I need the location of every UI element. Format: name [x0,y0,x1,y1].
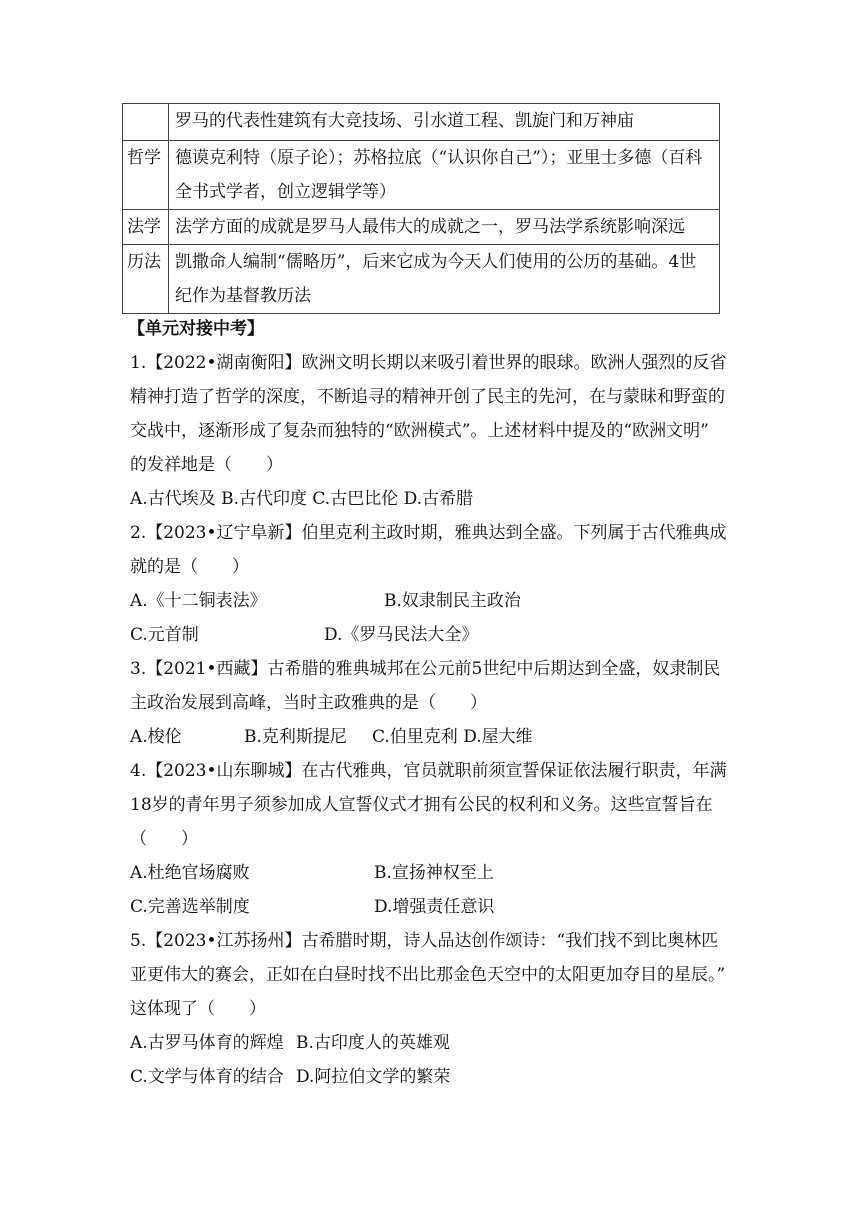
option-d: D.《罗马民法大全》 [324,625,479,645]
options-row [130,584,732,618]
option-d: D.增强责任意识 [374,897,495,917]
question-stem-line: 这体现了（ ） [130,999,266,1019]
table-content-cell: 法学方面的成就是罗马人最伟大的成就之一，罗马法学系统影响深远 [169,210,720,245]
option-text: A.古代埃及 B.古代印度 C.古巴比伦 D.古希腊 [130,489,474,509]
table-category-cell [123,104,169,141]
question-stem-line: 1.【2022•湖南衡阳】欧洲文明长期以来吸引着世界的眼球。欧洲人强烈的反省 [130,353,727,373]
option-b: B.古印度人的英雄观 [296,1033,450,1053]
question-stem-line: 就的是（ ） [130,557,249,577]
options-row [130,482,732,516]
table-row [123,210,720,245]
options-row [130,720,732,754]
question-stem-line: 精神打造了哲学的深度，不断追寻的精神开创了民主的先河，在与蒙昧和野蛮的 [130,387,725,407]
section-title: 【单元对接中考】 [128,319,264,339]
option-a: A.杜绝官场腐败 [130,863,250,883]
question-stem-line: 18岁的青年男子须参加成人宣誓仪式才拥有公民的权利和义务。这些宣誓旨在 [130,795,713,815]
table-row [123,141,720,210]
question-stem-line: 4.【2023•山东聊城】在古代雅典，官员就职前须宣誓保证依法履行职责，年满 [130,761,727,781]
table-category-cell: 历法 [123,245,169,314]
option-d: D.阿拉伯文学的繁荣 [296,1067,451,1087]
table-row [123,104,720,141]
question-5 [130,924,732,1094]
question-stem-line: 亚更伟大的赛会，正如在白昼时找不出比那金色天空中的太阳更加夺目的星辰。” [130,965,726,985]
options-row [130,856,732,890]
option-b: B.奴隶制民主政治 [384,591,521,611]
options-row [130,890,732,924]
table-content-cell: 凯撒命人编制“儒略历”，后来它成为今天人们使用的公历的基础。4世纪作为基督教历法 [169,245,720,314]
options-row [130,1060,732,1094]
question-stem-line: 5.【2023•江苏扬州】古希腊时期，诗人品达创作颂诗：“我们找不到比奥林匹 [130,931,719,951]
question-stem-line: 2.【2023•辽宁阜新】伯里克利主政时期，雅典达到全盛。下列属于古代雅典成 [130,523,727,543]
option-c: C.完善选举制度 [130,897,250,917]
question-1 [130,346,732,516]
option-b: B.克利斯提尼 [244,727,347,747]
table-category-cell: 哲学 [123,141,169,210]
question-stem-line: 的发祥地是（ ） [130,455,283,475]
options-row [130,1026,732,1060]
option-b: B.宣扬神权至上 [374,863,494,883]
question-stem-line: 主政治发展到高峰，当时主政雅典的是（ ） [130,693,487,713]
option-c: C.元首制 [130,625,199,645]
question-2 [130,516,732,652]
option-a: A.古罗马体育的辉煌 [130,1033,284,1053]
achievements-table [122,103,720,314]
question-stem-line: 3.【2021•西藏】古希腊的雅典城邦在公元前5世纪中后期达到全盛，奴隶制民 [130,659,721,679]
question-stem-line: 交战中，逐渐形成了复杂而独特的“欧洲模式”。上述材料中提及的“欧洲文明” [130,421,709,441]
option-c-d: C.伯里克利 D.屋大维 [372,727,533,747]
options-row [130,618,732,652]
table-content-cell: 罗马的代表性建筑有大竞技场、引水道工程、凯旋门和万神庙 [169,104,720,141]
table-category-cell: 法学 [123,210,169,245]
table-content-cell: 德谟克利特（原子论）；苏格拉底（“认识你自己”）；亚里士多德（百科全书式学者，创立逻辑学等） [169,141,720,210]
option-c: C.文学与体育的结合 [130,1067,284,1087]
exam-questions [130,312,732,1094]
question-3 [130,652,732,754]
option-a: A.梭伦 [130,727,182,747]
question-stem-line: （ ） [130,829,198,849]
option-a: A.《十二铜表法》 [130,591,267,611]
question-4 [130,754,732,924]
table-row [123,245,720,314]
